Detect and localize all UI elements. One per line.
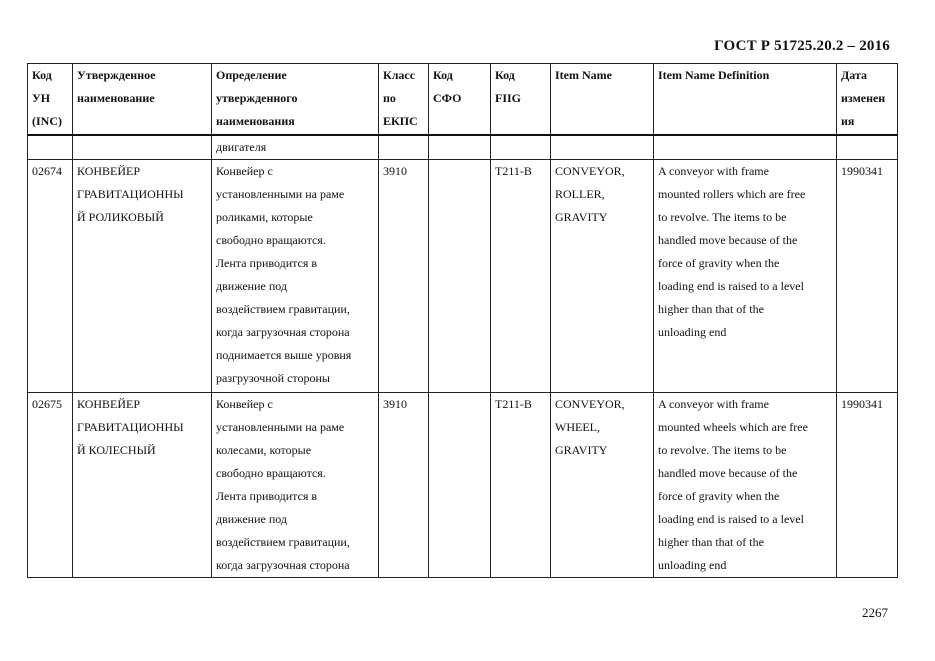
header-inc: Код УН (INC)	[28, 64, 73, 136]
header-definition: Определение утвержденного наименования	[212, 64, 379, 136]
cell-item-def: A conveyor with frame mounted wheels which are free to revolve. The items to be handled move because of the force of gravity when the loading end is raised to a level higher than that of the unloading end	[654, 393, 837, 578]
cell-item-name: CONVEYOR, ROLLER, GRAVITY	[551, 160, 654, 393]
header-change-date: Дата изменен ия	[837, 64, 898, 136]
cell-class: 3910	[379, 393, 429, 578]
header-item-name: Item Name	[551, 64, 654, 136]
table-header	[28, 64, 898, 136]
cell-inc	[28, 135, 73, 160]
cell-item-name: CONVEYOR, WHEEL, GRAVITY	[551, 393, 654, 578]
cell-name: КОНВЕЙЕР ГРАВИТАЦИОННЫ Й РОЛИКОВЫЙ	[73, 160, 212, 393]
table-row	[28, 393, 898, 578]
table-row	[28, 160, 898, 393]
cell-class	[379, 135, 429, 160]
header-row	[28, 64, 898, 136]
cell-inc: 02675	[28, 393, 73, 578]
header-class: Класс по ЕКПС	[379, 64, 429, 136]
cell-name	[73, 135, 212, 160]
header-sfo: Код СФО	[429, 64, 491, 136]
cell-name: КОНВЕЙЕР ГРАВИТАЦИОННЫ Й КОЛЕСНЫЙ	[73, 393, 212, 578]
cell-sfo	[429, 160, 491, 393]
header-fiig: Код FIIG	[491, 64, 551, 136]
cell-item-name	[551, 135, 654, 160]
cell-item-def: A conveyor with frame mounted rollers which are free to revolve. The items to be handled move because of the force of gravity when the loading end is raised to a level higher than that of the unloading end	[654, 160, 837, 393]
cell-definition: Конвейер с установленными на раме колесами, которые свободно вращаются. Лента приводится в движение под воздействием гравитации, когда загрузочная сторона	[212, 393, 379, 578]
table-row-continuation	[28, 135, 898, 160]
cell-fiig: T211-B	[491, 393, 551, 578]
data-table	[27, 63, 898, 578]
cell-sfo	[429, 135, 491, 160]
cell-inc: 02674	[28, 160, 73, 393]
cell-date	[837, 135, 898, 160]
cell-definition: Конвейер с установленными на раме роликами, которые свободно вращаются. Лента приводится в движение под воздействием гравитации, когда загрузочная сторона поднимается выше уровня разгрузочной стороны	[212, 160, 379, 393]
header-item-name-definition: Item Name Definition	[654, 64, 837, 136]
cell-date: 1990341	[837, 160, 898, 393]
page-number: 2267	[862, 605, 888, 620]
cell-sfo	[429, 393, 491, 578]
document-header: ГОСТ Р 51725.20.2 – 2016	[714, 38, 890, 54]
cell-item-def	[654, 135, 837, 160]
cell-date: 1990341	[837, 393, 898, 578]
cell-definition: двигателя	[212, 135, 379, 160]
cell-class: 3910	[379, 160, 429, 393]
cell-fiig: T211-B	[491, 160, 551, 393]
cell-fiig	[491, 135, 551, 160]
header-approved-name: Утвержденное наименование	[73, 64, 212, 136]
